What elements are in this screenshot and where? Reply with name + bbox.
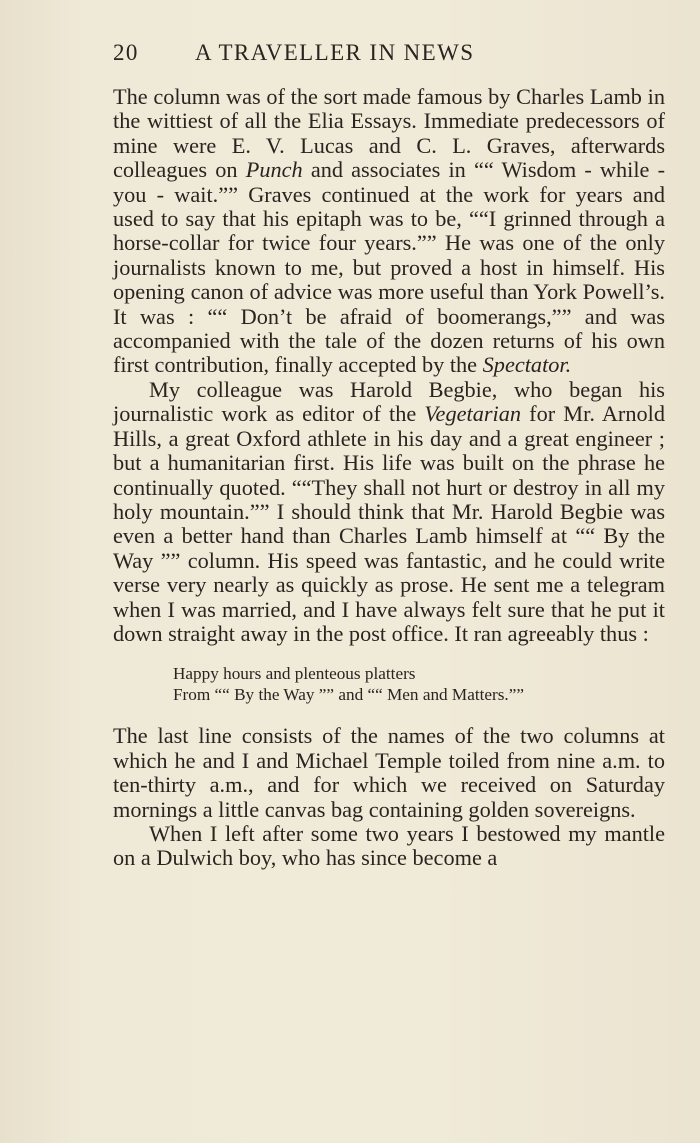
paragraph-2-italic-vegetarian: Vegetarian <box>424 401 522 427</box>
paragraph-1-italic-spectator: Spectator. <box>482 352 572 378</box>
paragraph-1-text-b: and associates in ““ Wisdom - while - you - wait.”” Graves continued at the work for years and used to say that his epitaph was to be, ““I grinned through a horse-collar for twice four years.”” He was one of the only journalists known to me, but proved a host in himself. His opening canon of advice was more useful than York Powell’s. It was : ““ Don’t be afraid of boomerangs,”” and was accompanied with the tale of the dozen returns of his own first contribution, finally accepted by the <box>113 157 665 378</box>
paragraph-1-italic-punch: Punch <box>245 157 303 183</box>
paragraph-1-text-a: The column was of the sort made famous by Charles Lamb in the wittiest of all the Elia Essays. Immediate predecessors of mine were E. V. Lucas and C. L. Graves, afterwards colleagues on <box>113 84 665 183</box>
verse-quote <box>173 663 665 705</box>
paragraph-1 <box>113 85 665 378</box>
paragraph-4: When I left after some two years I bestowed my mantle on a Dulwich boy, who has since become a <box>113 820 665 871</box>
paragraph-2-text-b: for Mr. Arnold Hills, a great Oxford athlete in his day and a great engineer ; but a humanitarian first. His life was built on the phrase he continually quoted. ““They shall not hurt or destroy in all my holy mountain.”” I should think that Mr. Harold Begbie was even a better hand than Charles Lamb himself at ““ By the Way ”” column. His speed was fantastic, and he could write verse very nearly as quickly as prose. He sent me a telegram when I was married, and I have always felt sure that he put it down straight away in the post office. It ran agreeably thus : <box>113 401 665 646</box>
running-title: A TRAVELLER IN NEWS <box>195 40 475 65</box>
running-header <box>113 40 573 66</box>
verse-line-2: From ““ By the Way ”” and ““ Men and Matters.”” <box>173 685 524 705</box>
paragraph-3: The last line consists of the names of the two columns at which he and I and Michael Temple toiled from nine a.m. to ten-thirty a.m., and for which we received on Saturday mornings a little canvas bag containing golden sovereigns. <box>113 723 665 822</box>
body-text <box>113 85 665 871</box>
page-number: 20 <box>113 40 139 65</box>
paragraph-2-text-a: My colleague was Harold Begbie, who began his journalistic work as editor of the <box>113 376 665 427</box>
verse-line-1: Happy hours and plenteous platters <box>173 664 416 684</box>
paragraph-2 <box>113 378 665 646</box>
